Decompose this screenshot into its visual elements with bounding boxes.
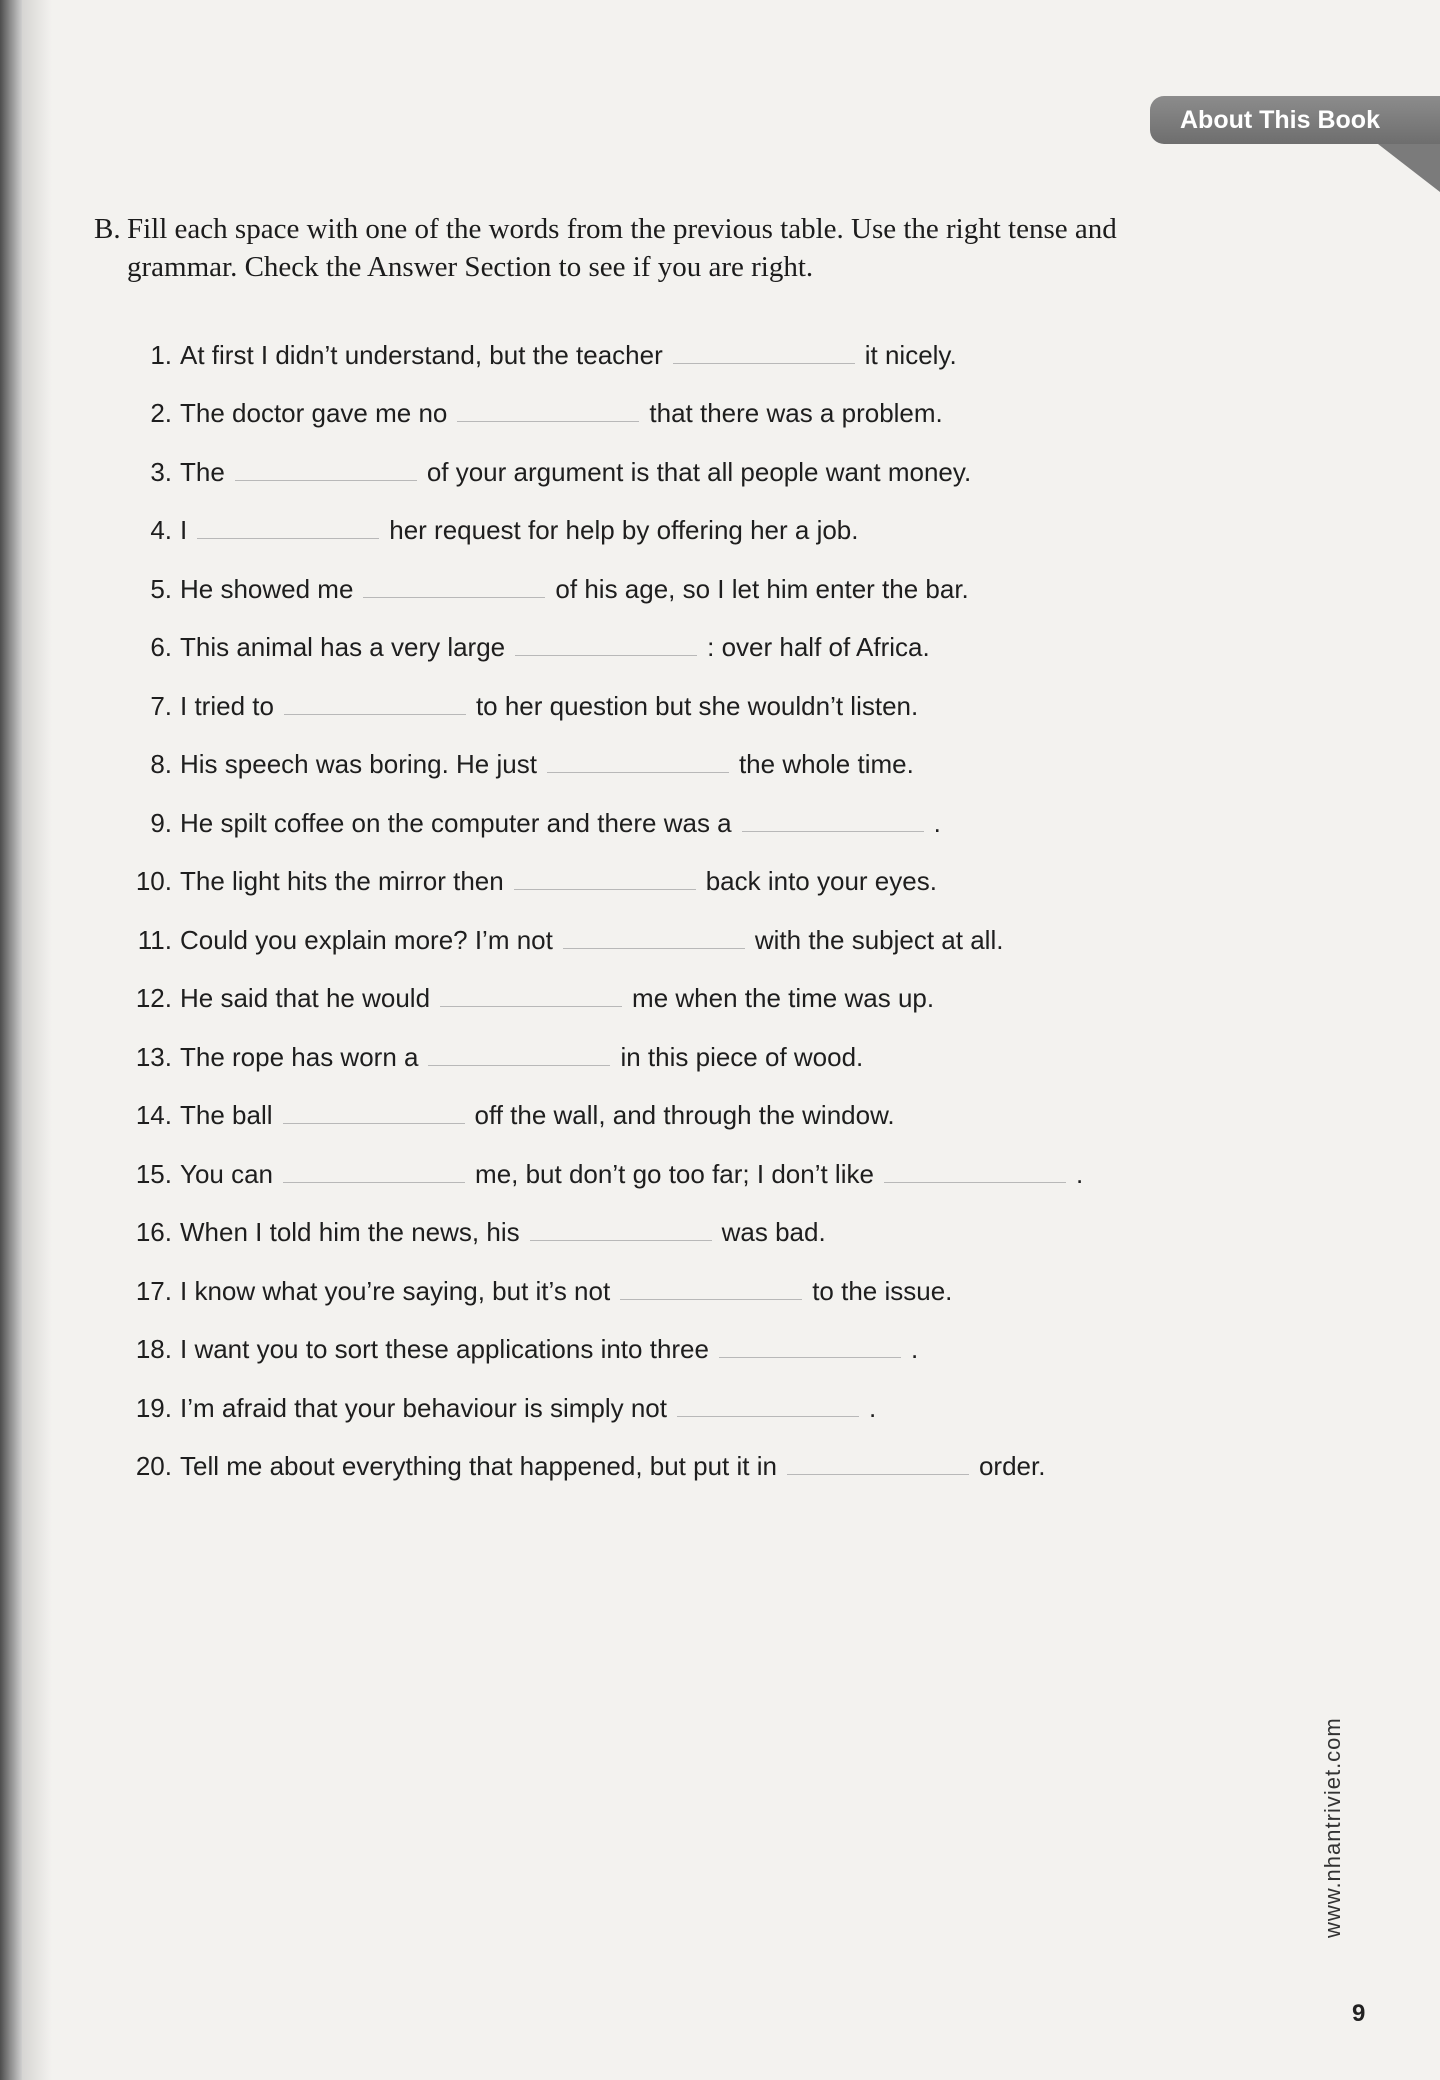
question-text-before: When I told him the news, his bbox=[180, 1217, 520, 1247]
question-text-after: order. bbox=[978, 1451, 1046, 1481]
question-text-before: Tell me about everything that happened, but put it in bbox=[180, 1451, 777, 1481]
question-item bbox=[120, 569, 969, 609]
question-text-after: of his age, so I let him enter the bar. bbox=[555, 574, 969, 604]
question-text-after-2: . bbox=[1075, 1159, 1084, 1189]
answer-blank[interactable] bbox=[363, 575, 545, 598]
question-text-after: that there was a problem. bbox=[649, 398, 943, 428]
question-text-before: I tried to bbox=[180, 691, 274, 721]
answer-blank[interactable] bbox=[197, 516, 379, 539]
question-text-before: The ball bbox=[180, 1100, 273, 1130]
answer-blank[interactable] bbox=[742, 809, 924, 832]
question-number: 9. bbox=[150, 808, 172, 838]
question-text-after: to her question but she wouldn’t listen. bbox=[475, 691, 919, 721]
answer-blank[interactable] bbox=[515, 633, 697, 656]
question-item bbox=[120, 1154, 1083, 1194]
book-spine-shadow bbox=[0, 0, 22, 2080]
question-text-after: . bbox=[869, 1393, 877, 1423]
answer-blank[interactable] bbox=[283, 1101, 465, 1124]
answer-blank[interactable] bbox=[677, 1394, 859, 1417]
question-text-before: I want you to sort these applications into three bbox=[180, 1334, 709, 1364]
answer-blank[interactable] bbox=[530, 1218, 712, 1241]
question-text-before: Could you explain more? I’m not bbox=[180, 925, 553, 955]
answer-blank[interactable] bbox=[457, 399, 639, 422]
section-tab-label: About This Book bbox=[1180, 105, 1380, 134]
question-text-before: His speech was boring. He just bbox=[180, 749, 537, 779]
question-number: 8. bbox=[150, 749, 172, 779]
instruction-line-1: Fill each space with one of the words from the previous table. Use the right tense and bbox=[127, 213, 1117, 245]
question-item bbox=[120, 920, 1003, 960]
question-number: 14. bbox=[135, 1100, 172, 1130]
question-number: 5. bbox=[150, 574, 172, 604]
question-text-before: The light hits the mirror then bbox=[180, 866, 504, 896]
question-item bbox=[120, 510, 859, 550]
page-number: 9 bbox=[1352, 2000, 1366, 2027]
question-number: 2. bbox=[150, 398, 172, 428]
question-text-before: He showed me bbox=[180, 574, 354, 604]
question-text-after: . bbox=[910, 1334, 919, 1364]
question-item bbox=[120, 861, 937, 901]
answer-blank[interactable] bbox=[673, 341, 855, 364]
answer-blank[interactable] bbox=[284, 692, 466, 715]
exercise-label: B. bbox=[94, 213, 121, 245]
answer-blank[interactable] bbox=[620, 1277, 802, 1300]
answer-blank[interactable] bbox=[428, 1043, 610, 1066]
answer-blank[interactable] bbox=[719, 1335, 901, 1358]
answer-blank[interactable] bbox=[235, 458, 417, 481]
question-item bbox=[120, 1212, 826, 1252]
question-text-after: : over half of Africa. bbox=[707, 632, 930, 662]
question-item bbox=[120, 744, 914, 784]
question-text-before: The bbox=[180, 457, 225, 487]
question-item bbox=[120, 393, 943, 433]
answer-blank-2[interactable] bbox=[884, 1160, 1066, 1183]
question-text-before: I know what you’re saying, but it’s not bbox=[180, 1276, 611, 1306]
question-text-after: off the wall, and through the window. bbox=[474, 1100, 895, 1130]
question-item bbox=[120, 627, 930, 667]
question-item bbox=[120, 452, 971, 492]
question-text-after: me, but don’t go too far; I don’t like bbox=[475, 1159, 874, 1189]
question-number: 17. bbox=[135, 1276, 172, 1306]
answer-blank[interactable] bbox=[563, 926, 745, 949]
question-text-before: At first I didn’t understand, but the teacher bbox=[180, 340, 663, 370]
question-text-after: back into your eyes. bbox=[705, 866, 937, 896]
question-text-after: with the subject at all. bbox=[754, 925, 1004, 955]
question-number: 11. bbox=[137, 925, 172, 955]
question-number: 6. bbox=[150, 632, 172, 662]
question-item bbox=[120, 1271, 952, 1311]
question-text-before: The rope has worn a bbox=[180, 1042, 419, 1072]
question-item bbox=[120, 1037, 863, 1077]
question-text-after: to the issue. bbox=[812, 1276, 953, 1306]
question-text-after: was bad. bbox=[721, 1217, 826, 1247]
question-item bbox=[120, 1446, 1045, 1486]
answer-blank[interactable] bbox=[283, 1160, 465, 1183]
question-text-after: of your argument is that all people want money. bbox=[426, 457, 972, 487]
answer-blank[interactable] bbox=[514, 867, 696, 890]
question-number: 3. bbox=[150, 457, 172, 487]
question-text-after: in this piece of wood. bbox=[620, 1042, 864, 1072]
question-number: 10. bbox=[135, 866, 172, 896]
question-text-before: He spilt coffee on the computer and there was a bbox=[180, 808, 732, 838]
question-text-after: me when the time was up. bbox=[632, 983, 935, 1013]
question-number: 13. bbox=[135, 1042, 172, 1072]
page-gutter-shade bbox=[22, 0, 52, 2080]
question-item bbox=[120, 686, 918, 726]
section-tab-fold bbox=[1378, 144, 1440, 192]
question-text-after: the whole time. bbox=[738, 749, 914, 779]
question-number: 16. bbox=[135, 1217, 172, 1247]
question-text-before: You can bbox=[180, 1159, 274, 1189]
question-text-after: it nicely. bbox=[864, 340, 957, 370]
question-text-before: The doctor gave me no bbox=[180, 398, 448, 428]
answer-blank[interactable] bbox=[547, 750, 729, 773]
question-text-before: This animal has a very large bbox=[180, 632, 506, 662]
question-item bbox=[120, 803, 941, 843]
question-number: 20. bbox=[135, 1451, 172, 1481]
question-number: 18. bbox=[135, 1334, 172, 1364]
section-tab bbox=[1150, 96, 1440, 144]
question-number: 4. bbox=[150, 515, 172, 545]
question-text-before: I’m afraid that your behaviour is simply not bbox=[180, 1393, 667, 1423]
question-number: 7. bbox=[150, 691, 172, 721]
question-number: 15. bbox=[135, 1159, 172, 1189]
answer-blank[interactable] bbox=[440, 984, 622, 1007]
publisher-url: www.nhantriviet.com bbox=[1320, 1717, 1345, 1938]
question-text-after: . bbox=[933, 808, 941, 838]
question-item bbox=[120, 1095, 895, 1135]
question-number: 1. bbox=[150, 340, 172, 370]
question-text-after: her request for help by offering her a job. bbox=[389, 515, 859, 545]
instruction-line-2: grammar. Check the Answer Section to see if you are right. bbox=[127, 251, 814, 283]
question-item bbox=[120, 335, 957, 375]
exercise-instruction bbox=[94, 210, 1204, 286]
question-item bbox=[120, 978, 934, 1018]
question-item bbox=[120, 1329, 918, 1369]
question-text-before: He said that he would bbox=[180, 983, 431, 1013]
question-number: 12. bbox=[135, 983, 172, 1013]
answer-blank[interactable] bbox=[787, 1452, 969, 1475]
question-number: 19. bbox=[135, 1393, 172, 1423]
question-item bbox=[120, 1388, 876, 1428]
question-text-before: I bbox=[180, 515, 188, 545]
